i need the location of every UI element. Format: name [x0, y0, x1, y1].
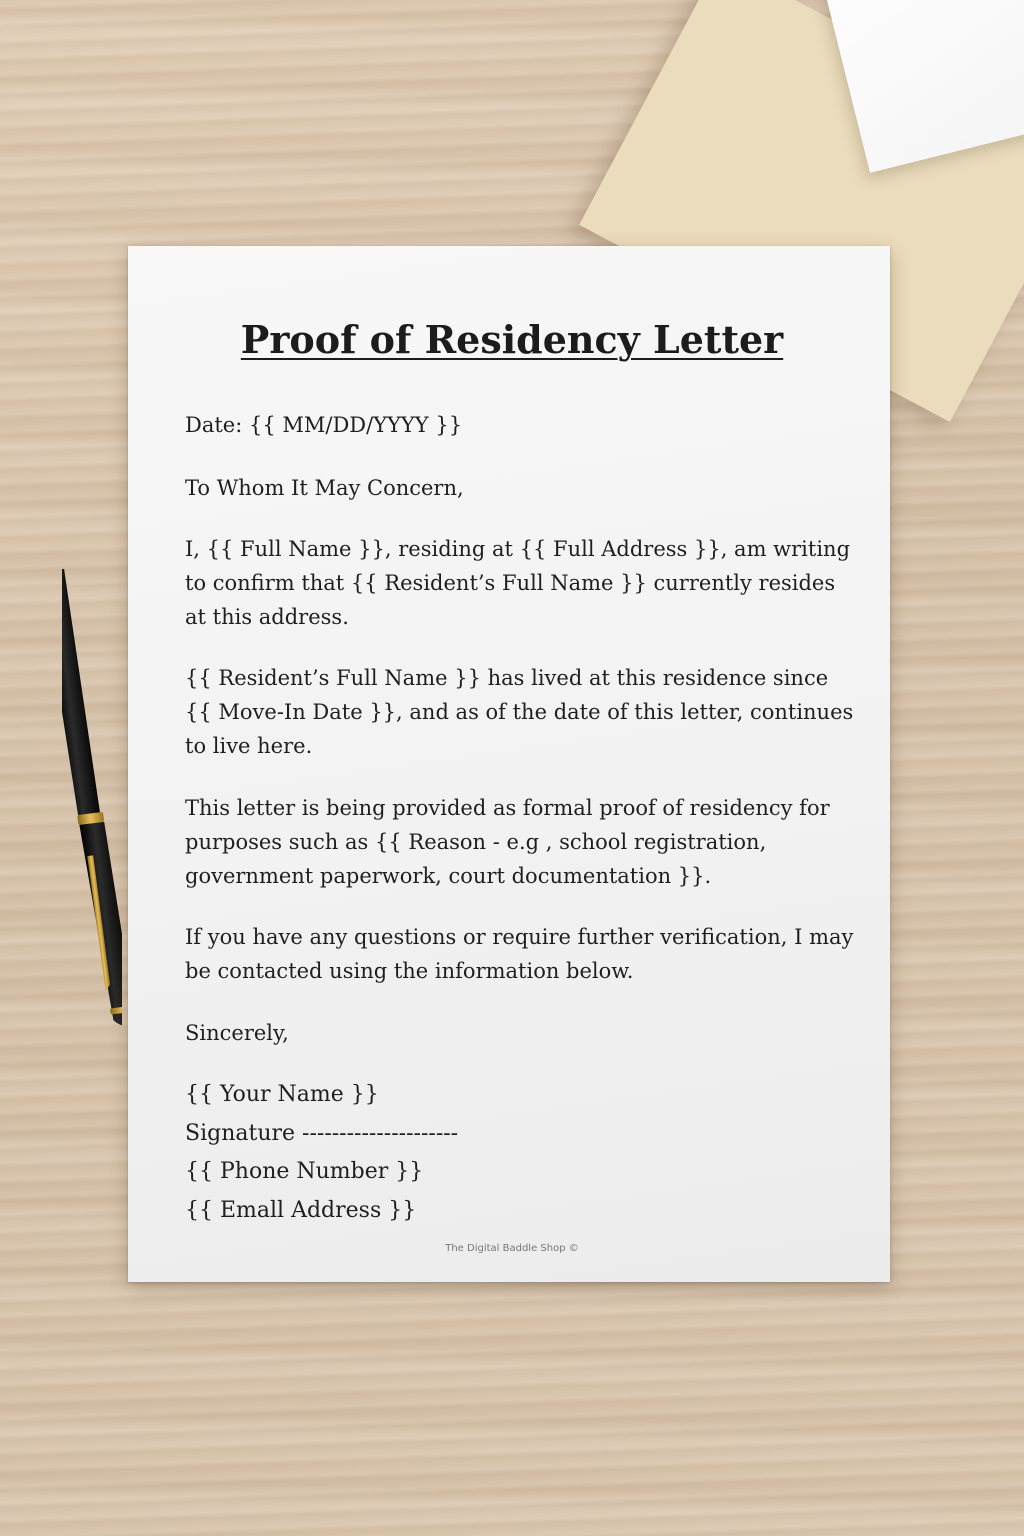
paragraph-contact: If you have any questions or require further verification, I may be contacted using the information below.	[185, 925, 854, 983]
signature-block	[185, 1076, 458, 1230]
date-line: Date: {{ MM/DD/YYYY }}	[185, 413, 463, 437]
paragraph-residence-duration: {{ Resident’s Full Name }} has lived at this residence since {{ Move-In Date }}, and as of the date of this letter, continues to live here.	[185, 666, 854, 758]
salutation: To Whom It May Concern,	[185, 476, 464, 500]
pen-icon	[62, 515, 122, 1045]
letter-title	[0, 312, 1024, 368]
letter-title-text: Proof of Residency Letter	[240, 317, 784, 362]
paragraph-confirmation: I, {{ Full Name }}, residing at {{ Full Address }}, am writing to confirm that {{ Resident’s Full Name }} currently resides at this address.	[185, 537, 851, 629]
signature-line: Signature ---------------------	[185, 1120, 459, 1146]
email-address: {{ Emall Address }}	[185, 1197, 417, 1223]
phone-number: {{ Phone Number }}	[185, 1159, 424, 1184]
paragraph-purpose: This letter is being provided as formal proof of residency for purposes such as {{ Reason - e.g , school registration, government paperwork, court documentation }}.	[185, 796, 830, 888]
shop-credit: The Digital Baddle Shop ©	[445, 1243, 579, 1254]
signer-name: {{ Your Name }}	[185, 1082, 379, 1107]
closing: Sincerely,	[185, 1021, 289, 1045]
